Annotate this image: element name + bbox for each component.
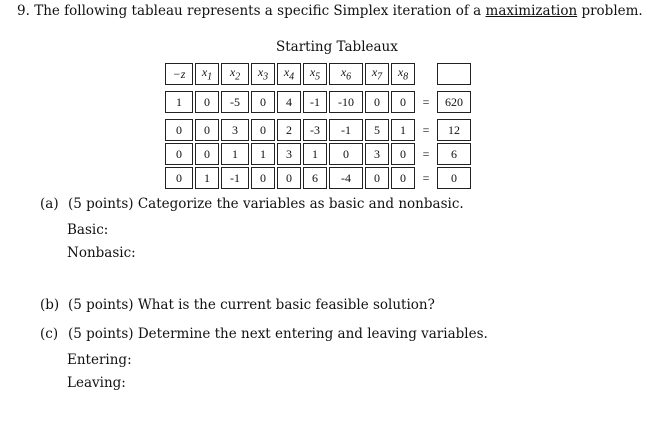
part-text: (5 points) What is the current basic feasible solution? — [68, 297, 435, 313]
header-rhs-blank — [437, 63, 471, 85]
rhs-cell: 620 — [437, 91, 471, 113]
cell: 0 — [391, 143, 415, 165]
part-label: (c) — [40, 326, 59, 342]
question-header — [17, 3, 643, 19]
header-x4: $x_4$ — [277, 63, 301, 85]
cell: 0 — [365, 167, 389, 189]
part-b — [40, 297, 435, 313]
cell: 0 — [195, 119, 219, 141]
cell: 0 — [195, 143, 219, 165]
cell: 0 — [251, 91, 275, 113]
cell: 0 — [365, 91, 389, 113]
cell: 0 — [391, 91, 415, 113]
header-x1: $x_1$ — [195, 63, 219, 85]
question-text: The following tableau represents a specific Simplex iteration of a — [34, 3, 482, 19]
header-x7: $x_7$ — [365, 63, 389, 85]
cell: -10 — [329, 91, 363, 113]
cell: 1 — [221, 143, 249, 165]
simplex-tableau — [163, 61, 473, 191]
header-eq-blank — [417, 63, 435, 85]
part-text: (5 points) Determine the next entering and leaving variables. — [68, 326, 488, 342]
header-x6: $x_6$ — [329, 63, 363, 85]
question-number: 9. — [17, 3, 30, 19]
cell: 3 — [365, 143, 389, 165]
cell: 3 — [277, 143, 301, 165]
cell: 0 — [195, 91, 219, 113]
rhs-cell: 12 — [437, 119, 471, 141]
constraint-row — [165, 143, 471, 165]
part-a — [40, 196, 464, 212]
cell: 0 — [391, 167, 415, 189]
question-emphasis: maximization — [485, 3, 578, 19]
cell: 1 — [303, 143, 327, 165]
part-label: (b) — [40, 297, 60, 313]
equals-sign: = — [422, 94, 430, 109]
objective-row — [165, 91, 471, 113]
cell: 1 — [391, 119, 415, 141]
cell: 1 — [251, 143, 275, 165]
equals-sign: = — [422, 146, 430, 161]
cell: -1 — [221, 167, 249, 189]
cell: -5 — [221, 91, 249, 113]
cell: -1 — [329, 119, 363, 141]
cell: 0 — [165, 167, 193, 189]
header-x2: $x_2$ — [221, 63, 249, 85]
cell: 2 — [277, 119, 301, 141]
cell: 0 — [277, 167, 301, 189]
cell: -3 — [303, 119, 327, 141]
cell: 0 — [251, 167, 275, 189]
entering-label: Entering: — [67, 352, 132, 368]
cell: 1 — [195, 167, 219, 189]
cell: 6 — [303, 167, 327, 189]
equals-sign: = — [422, 170, 430, 185]
header-x3: $x_3$ — [251, 63, 275, 85]
part-text: (5 points) Categorize the variables as basic and nonbasic. — [68, 196, 464, 212]
cell: -4 — [329, 167, 363, 189]
rhs-cell: 0 — [437, 167, 471, 189]
cell: 0 — [165, 119, 193, 141]
leaving-label: Leaving: — [67, 375, 126, 391]
constraint-row — [165, 119, 471, 141]
cell: 1 — [165, 91, 193, 113]
cell: 0 — [329, 143, 363, 165]
equals-sign: = — [422, 122, 430, 137]
header-x8: $x_8$ — [391, 63, 415, 85]
cell: 5 — [365, 119, 389, 141]
header-x5: $x_5$ — [303, 63, 327, 85]
cell: 0 — [165, 143, 193, 165]
constraint-row — [165, 167, 471, 189]
cell: 0 — [251, 119, 275, 141]
part-c — [40, 326, 488, 342]
question-text-end: problem. — [581, 3, 643, 19]
cell: 3 — [221, 119, 249, 141]
header-neg-z: −z — [165, 63, 193, 85]
part-label: (a) — [40, 196, 59, 212]
tableau-header-row — [165, 63, 471, 85]
nonbasic-label: Nonbasic: — [67, 245, 136, 261]
cell: -1 — [303, 91, 327, 113]
rhs-cell: 6 — [437, 143, 471, 165]
basic-label: Basic: — [67, 222, 109, 238]
cell: 4 — [277, 91, 301, 113]
tableau-caption: Starting Tableaux — [276, 39, 398, 55]
